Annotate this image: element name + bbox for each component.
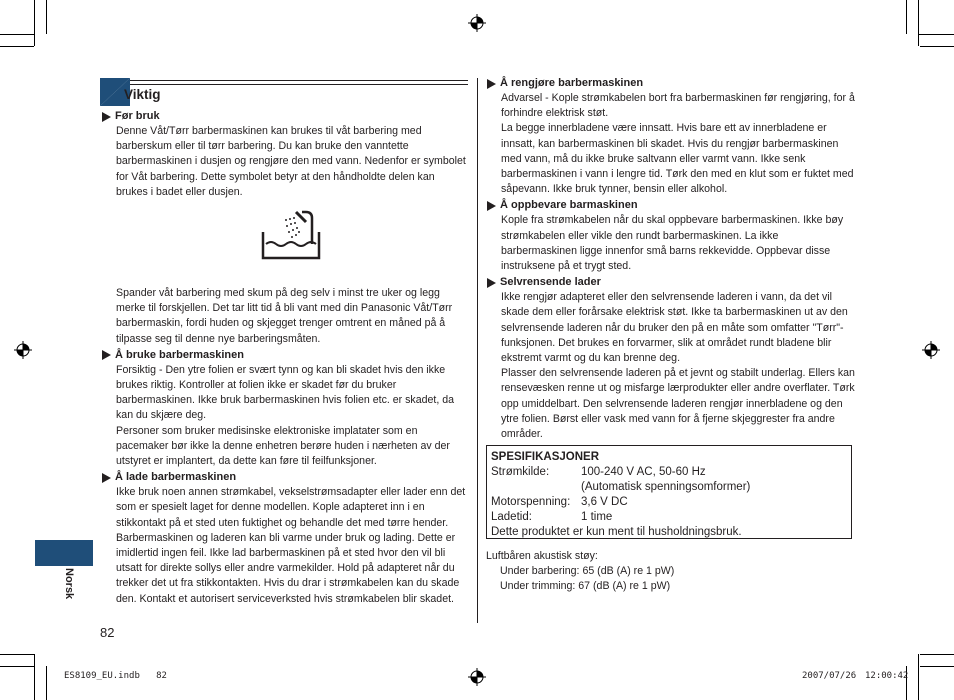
column-divider bbox=[477, 78, 478, 623]
spec-household-note: Dette produktet er kun ment til husholdningsbruk. bbox=[491, 526, 742, 538]
section-heading: Å rengjøre barbermaskinen bbox=[500, 77, 644, 89]
spec-label: Strømkilde: bbox=[491, 466, 550, 478]
page-number: 82 bbox=[100, 625, 115, 640]
section-body: Denne Våt/Tørr barbermaskinen kan brukes til våt barbering med barberskum eller til tørr barbering. Du kan bruke den vanntette barbermaskinen i dusjen og rengjøre den med vann. Nedenfor er symbolet for Våt barbering. Dette symbolet betyr at den håndholdte delen kan brukes i badet eller dusjen. bbox=[116, 125, 466, 198]
section-body: Ikke rengjør adapteret eller den selvrensende laderen i vann, da det vil skade dem eller forårsake elektrisk støt. Ikke ta barbermaskinen ut av den selvrensende laderen når du bruker den på en måte som omfatter "Tørr"-funksjonen. Det brukes en forvarmer, slik at området rundt bladene blir ekstremt varmt og du kan brenne deg. Plasser den selvrensende laderen på et jevnt og stabilt underlag. Ellers kan rensevæsken renne ut og misfarge lærprodukter eller andre overflater. Tørk opp umiddelbart. Den selvrensende laderen rengjør innerbladene og den ytre folien. Børst eller vask med vann for å fjerne skjeggrester fra andre områder. bbox=[501, 291, 855, 441]
spec-label: Ladetid: bbox=[491, 511, 532, 523]
section-body: Ikke bruk noen annen strømkabel, vekselstrømsadapter eller lader enn det som er spesielt laget for denne modellen. Kople adapteret inn i en stikkontakt på et sted uten fuktighet og behandle det med tørre hender. Barbermaskinen og laderen kan bli varme under bruk og lading. Dette er imidlertid ingen feil. Ikke lad barbermaskinen på et sted hvor den vil bli utsatt for direkte sollys eller andre varmekilder. Hold på adapteret når du trekker det ut fra stikkontakten. Hvis du drar i strømkabelen kan du skade den. Kontakt et autorisert serviceverksted hvis strømkabelen blir skadet. bbox=[116, 486, 466, 605]
spec-label: Motorspenning: bbox=[491, 496, 571, 508]
section-storing bbox=[485, 198, 857, 274]
language-tab bbox=[35, 540, 93, 566]
arrow-icon bbox=[487, 79, 496, 89]
section-heading: Å lade barbermaskinen bbox=[115, 471, 237, 484]
footer-file: ES8109_EU.indb 82 bbox=[64, 671, 167, 681]
spec-value: 100-240 V AC, 50-60 Hz bbox=[581, 466, 706, 478]
noise-block bbox=[486, 549, 674, 595]
registration-mark-icon bbox=[14, 341, 32, 359]
section-self-cleaning-charger bbox=[485, 275, 857, 442]
footer-time: 12:00:42 bbox=[865, 671, 909, 681]
page-title: Viktig bbox=[124, 87, 161, 102]
section-cleaning bbox=[485, 76, 857, 197]
registration-mark-icon bbox=[468, 668, 486, 686]
arrow-icon bbox=[487, 201, 496, 211]
header-rule bbox=[130, 80, 468, 81]
header-rule-2 bbox=[130, 84, 468, 85]
section-body: Forsiktig - Den ytre folien er svært tynn og kan bli skadet hvis den ikke brukes riktig. Kontroller at folien ikke er skadet før du bruker barbermaskinen. Ikke bruk barbermaskinen hvis folien etc. er skadet, da kan du skjære deg. Personer som bruker medisinske elektroniske implatater som en pacemaker bør ikke la denne enhetren berøre huden i nærheten av der utstyret er implantert, da dette kan føre til feilfunksjoner. bbox=[116, 363, 454, 468]
arrow-icon bbox=[487, 278, 496, 288]
section-body: Kople fra strømkabelen når du skal oppbevare barbermaskinen. Ikke bøy strømkabelen eller vikle den rundt barbermaskinen. La ikke barbermaskinen ligge innenfor små barns rekkevidde. Oppbevar disse instruksene på et trygt sted. bbox=[501, 214, 844, 273]
registration-mark-icon bbox=[922, 341, 940, 359]
language-tab-label: Norsk bbox=[63, 568, 75, 600]
right-column bbox=[485, 75, 857, 442]
section-body: Advarsel - Kople strømkabelen bort fra barbermaskinen før rengjøring, for å forhindre elektrisk støt. La begge innerbladene være innsatt. Hvis bare ett av innerbladene er innsatt, kan barbermaskinen bli skadet. Hvis du rengjør barbermaskinen med vann, må du ikke bruke saltvann eller varmt vann. Ikke senk barbermaskinen i vann i lengre tid. Tørk den med en klut som er fuktet med såpevann. Ikke bruk tynner, bensin eller alkohol. bbox=[501, 92, 855, 196]
specifications-box bbox=[486, 445, 852, 539]
arrow-icon bbox=[102, 112, 111, 122]
spec-value: 3,6 V DC bbox=[581, 496, 628, 508]
section-using bbox=[100, 348, 468, 469]
footer-date: 2007/07/26 bbox=[802, 671, 857, 681]
spec-value: 1 time bbox=[581, 511, 613, 523]
shower-bath-icon bbox=[260, 210, 322, 260]
section-heading: Å oppbevare barmaskinen bbox=[500, 199, 638, 212]
noise-trimming: Under trimming: 67 (dB (A) re 1 pW) bbox=[500, 580, 671, 593]
section-body-2: Spander våt barbering med skum på deg selv i minst tre uker og legg merke til forskjellen. Det tar litt tid å bli vant med din Panasonic Våt/Tørr barbermaskin, fordi huden og skjegget trenger omtrent en måned på å tilpasse seg til denne nye barberingsmåten. bbox=[116, 287, 453, 345]
section-heading: Før bruk bbox=[115, 110, 160, 122]
spec-title: SPESIFIKASJONER bbox=[491, 451, 599, 463]
section-charging bbox=[100, 470, 468, 607]
arrow-icon bbox=[102, 473, 111, 483]
noise-title: Luftbåren akustisk støy: bbox=[486, 550, 598, 562]
section-heading: Selvrensende lader bbox=[500, 276, 601, 289]
wet-shaving-symbol bbox=[100, 200, 468, 286]
noise-shaving: Under barbering: 65 (dB (A) re 1 pW) bbox=[500, 565, 675, 578]
section-before-use bbox=[100, 109, 468, 347]
spec-value: (Automatisk spenningsomformer) bbox=[581, 481, 751, 493]
registration-mark-icon bbox=[468, 14, 486, 32]
section-heading: Å bruke barbermaskinen bbox=[115, 348, 244, 361]
arrow-icon bbox=[102, 350, 111, 360]
left-column bbox=[100, 108, 468, 607]
